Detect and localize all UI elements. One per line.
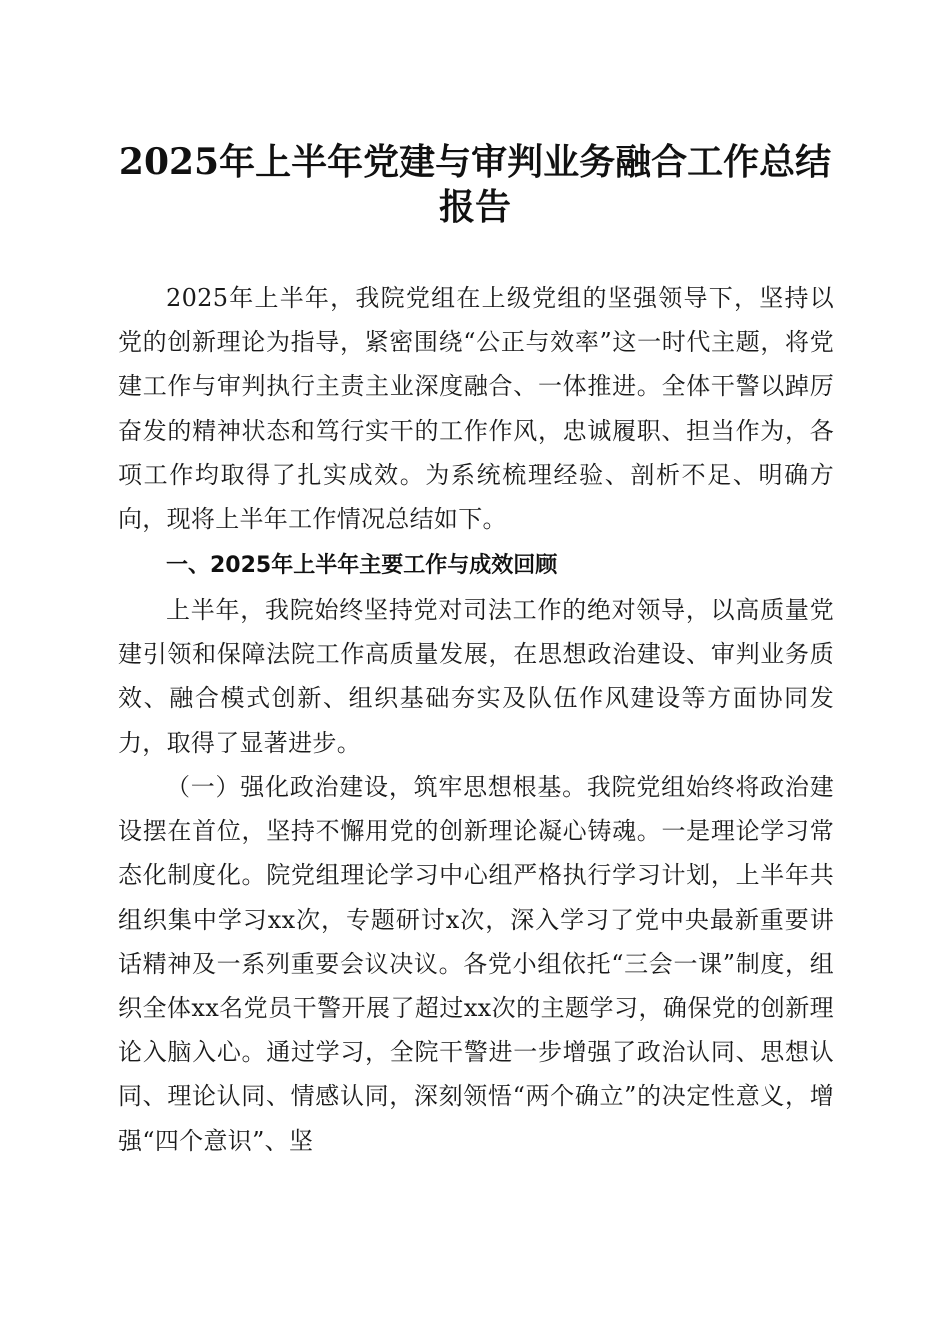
document-title-line1: 2025年上半年党建与审判业务融合工作总结 xyxy=(118,141,832,183)
document-title-line2: 报告 xyxy=(438,186,511,228)
subsection1-heading: （一）强化政治建设，筑牢思想根基。 xyxy=(166,773,587,801)
subsection1-paragraph xyxy=(118,765,834,1163)
section-heading-1: 一、2025年上半年主要工作与成效回顾 xyxy=(166,553,558,578)
section1-intro-paragraph: 上半年，我院始终坚持党对司法工作的绝对领导，以高质量党建引领和保障法院工作高质量发展，在思想政治建设、审判业务质效、融合模式创新、组织基础夯实及队伍作风建设等方面协同发力，取得了显著进步。 xyxy=(118,596,834,757)
subsection1-body: 我院党组始终将政治建设摆在首位，坚持不懈用党的创新理论凝心铸魂。一是理论学习常态化制度化。院党组理论学习中心组严格执行学习计划，上半年共组织集中学习xx次，专题研讨x次，深入学习了党中央最新重要讲话精神及一系列重要会议决议。各党小组依托“三会一课”制度，组织全体xx名党员干警开展了超过xx次的主题学习，确保党的创新理论入脑入心。通过学习，全院干警进一步增强了政治认同、思想认同、理论认同、情感认同，深刻领悟“两个确立”的决定性意义，增强“四个意识”、坚 xyxy=(118,773,834,1155)
intro-paragraph: 2025年上半年，我院党组在上级党组的坚强领导下，坚持以党的创新理论为指导，紧密围绕“公正与效率”这一时代主题，将党建工作与审判执行主责主业深度融合、一体推进。全体干警以踔厉奋发的精神状态和笃行实干的工作作风，忠诚履职、担当作为，各项工作均取得了扎实成效。为系统梳理经验、剖析不足、明确方向，现将上半年工作情况总结如下。 xyxy=(118,284,834,534)
